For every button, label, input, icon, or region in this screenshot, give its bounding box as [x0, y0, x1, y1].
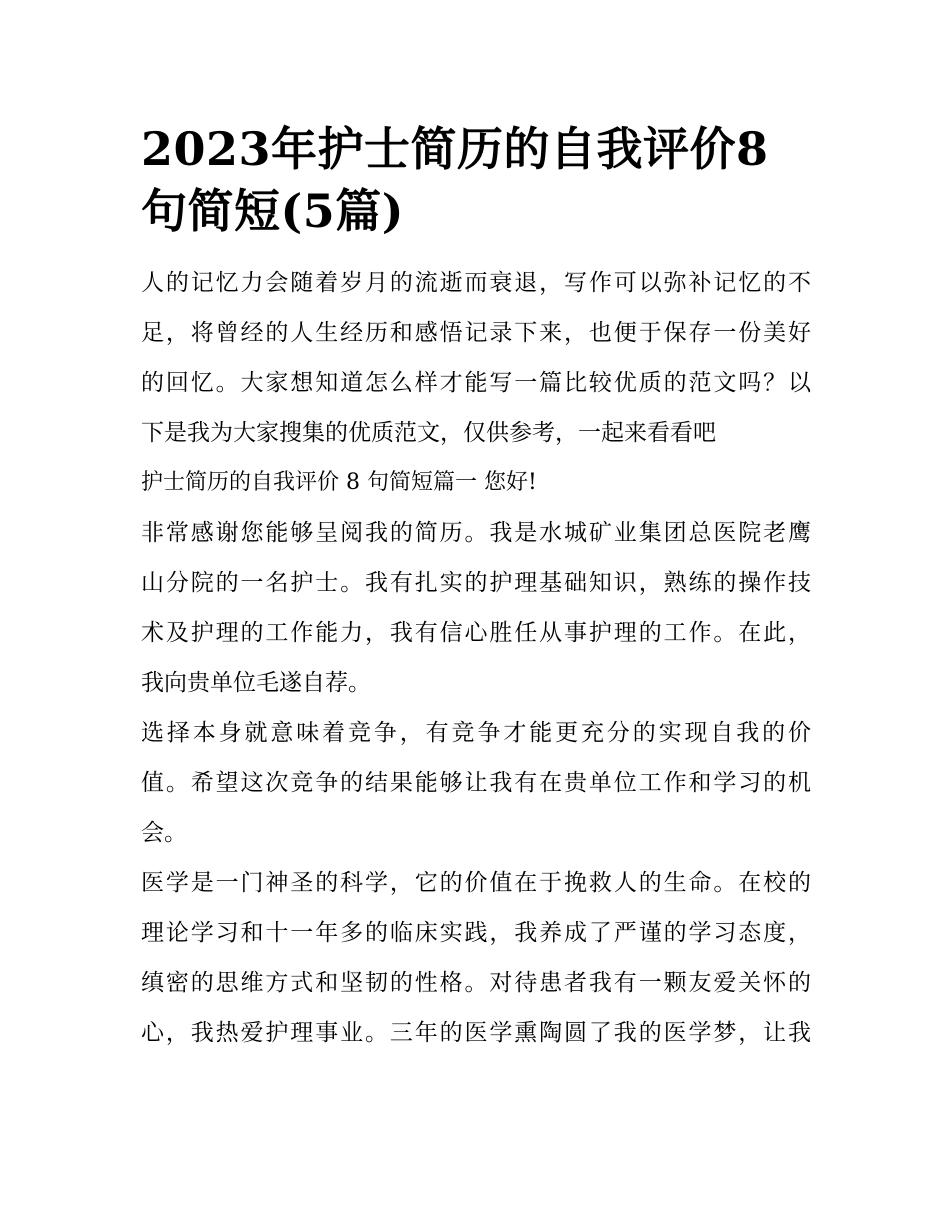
paragraph-2-line-1: 选择本身就意味着竞争，有竞争才能更充分的实现自我的价 [141, 720, 811, 746]
paragraph-3 [141, 858, 811, 1058]
paragraph-1-line-4: 我向贵单位毛遂自荐。 [141, 670, 371, 696]
paragraph-3-line-3: 缜密的思维方式和坚韧的性格。对待患者我有一颗友爱关怀的 [141, 970, 811, 996]
intro-line-4: 下是我为大家搜集的优质范文，仅供参考，一起来看看吧 [141, 420, 716, 446]
document-page [141, 0, 811, 1058]
paragraph-3-line-1: 医学是一门神圣的科学，它的价值在于挽救人的生命。在校的 [141, 870, 811, 896]
paragraph-3-line-4: 心，我热爱护理事业。三年的医学熏陶圆了我的医学梦，让我 [141, 1020, 811, 1046]
document-body [141, 258, 811, 1058]
document-title [141, 0, 811, 242]
paragraph-1-line-1: 非常感谢您能够呈阅我的简历。我是水城矿业集团总医院老鹰 [141, 520, 811, 546]
paragraph-2 [141, 708, 811, 858]
intro-line-1: 人的记忆力会随着岁月的流逝而衰退，写作可以弥补记忆的不 [141, 270, 811, 296]
paragraph-2-line-3: 会。 [141, 820, 187, 846]
intro-paragraph [141, 258, 811, 458]
paragraph-1 [141, 508, 811, 708]
paragraph-1-line-3: 术及护理的工作能力，我有信心胜任从事护理的工作。在此， [141, 620, 811, 646]
intro-line-3: 的回忆。大家想知道怎么样才能写一篇比较优质的范文吗？以 [141, 370, 811, 396]
section-heading: 护士简历的自我评价 8 句简短篇一 您好! [141, 470, 537, 495]
title-line-1: 2023年护士简历的自我评价8 [141, 122, 769, 176]
paragraph-2-line-2: 值。希望这次竞争的结果能够让我有在贵单位工作和学习的机 [141, 770, 811, 796]
title-line-2: 句简短(5篇) [141, 184, 405, 238]
paragraph-1-line-2: 山分院的一名护士。我有扎实的护理基础知识，熟练的操作技 [141, 570, 811, 596]
paragraph-3-line-2: 理论学习和十一年多的临床实践，我养成了严谨的学习态度， [141, 920, 811, 946]
intro-line-2: 足，将曾经的人生经历和感悟记录下来，也便于保存一份美好 [141, 320, 811, 346]
